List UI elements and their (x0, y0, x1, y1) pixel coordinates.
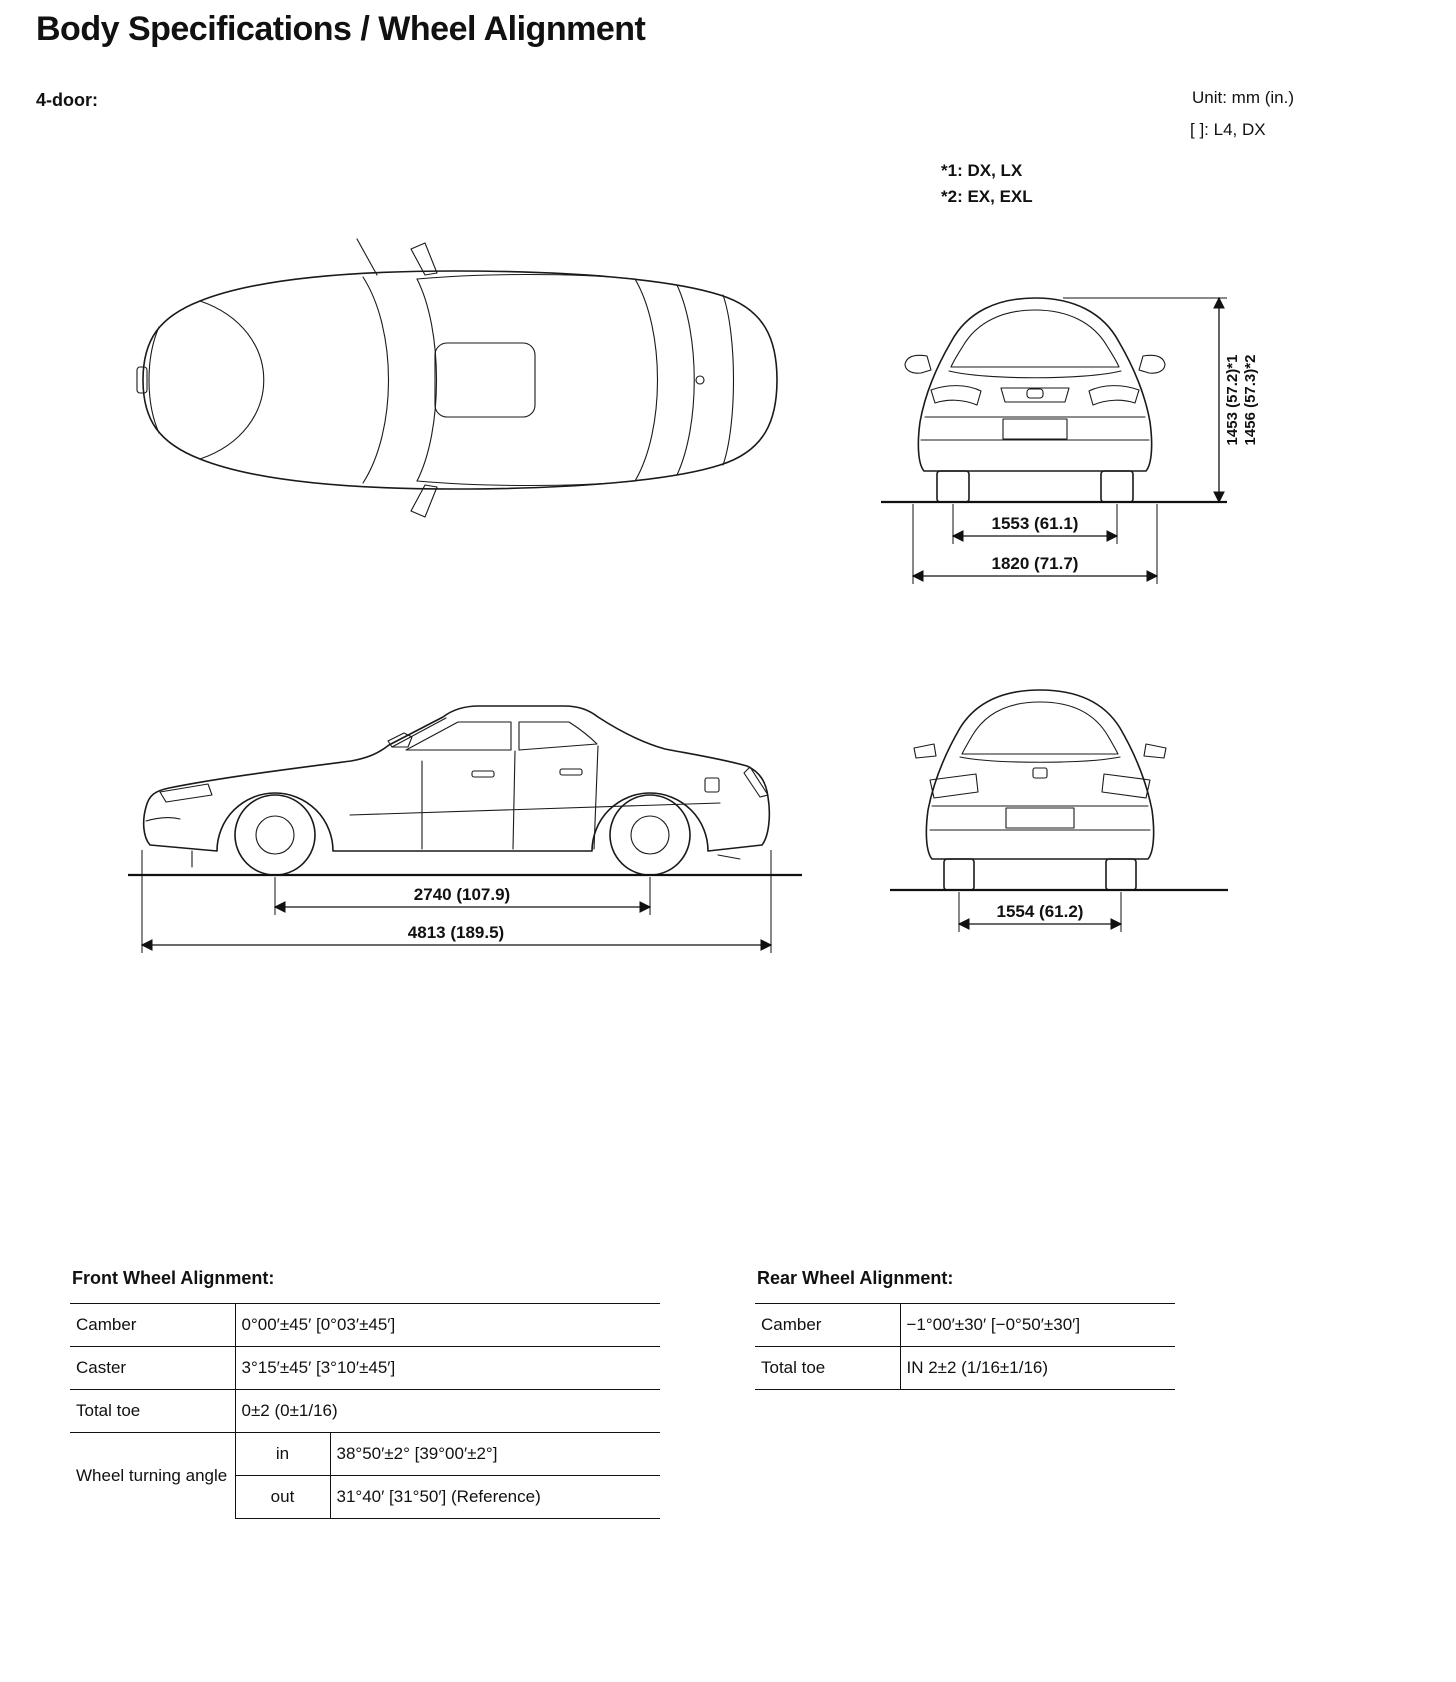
left-mirror (905, 355, 931, 373)
unit-label: Unit: mm (in.) (1192, 88, 1294, 107)
left-wheel (944, 859, 974, 890)
right-mirror (1144, 744, 1166, 758)
rear-total-toe-value: IN 2±2 (1/16±1/16) (900, 1347, 1175, 1390)
trim-note-2: *2: EX, EXL (941, 187, 1033, 206)
rear-total-toe-label: Total toe (755, 1347, 900, 1390)
headlight (160, 784, 212, 802)
trim-note-1: *1: DX, LX (941, 161, 1023, 180)
overall-height-ex-exl-label: 1456 (57.3)*2 (1242, 354, 1259, 446)
table-row (70, 1390, 660, 1433)
wheelbase-label: 2740 (107.9) (413, 885, 511, 904)
car-front-view (881, 298, 1227, 502)
wheel-turning-angle-label: Wheel turning angle (70, 1433, 235, 1519)
fuel-door (705, 778, 719, 792)
front-door-handle (472, 771, 494, 777)
left-mirror (914, 744, 936, 758)
antenna (357, 239, 377, 275)
front-dimensions (913, 298, 1259, 584)
right-mirror (411, 485, 437, 517)
right-wheel (1106, 859, 1136, 890)
front-total-toe-label: Total toe (70, 1390, 235, 1433)
rear-door-window (519, 722, 597, 750)
overall-height-dx-lx-label: 1453 (57.2)*1 (1224, 354, 1241, 446)
front-camber-label: Camber (70, 1304, 235, 1347)
car-side-view (128, 706, 802, 875)
front-caster-value: 3°15′±45′ [3°10′±45′] (235, 1347, 660, 1390)
left-wheel (937, 471, 969, 502)
front-wheel (235, 795, 315, 875)
front-total-toe-value: 0±2 (0±1/16) (235, 1390, 660, 1433)
front-alignment-section (70, 1268, 660, 1519)
table-row (755, 1347, 1175, 1390)
grille (1001, 388, 1069, 402)
page-title: Body Specifications / Wheel Alignment (36, 10, 646, 48)
front-camber-value: 0°00′±45′ [0°03′±45′] (235, 1304, 660, 1347)
table-row (70, 1433, 660, 1476)
front-door-window (406, 722, 511, 750)
bracket-legend: [ ]: L4, DX (1190, 120, 1266, 139)
turning-in-label: in (235, 1433, 330, 1476)
rear-alignment-title: Rear Wheel Alignment: (757, 1268, 954, 1288)
rear-wheel (610, 795, 690, 875)
rear-door-handle (560, 769, 582, 775)
right-headlight (1089, 386, 1139, 405)
rear-dimensions (959, 892, 1121, 932)
car-front-view-diagram (875, 272, 1295, 607)
car-top-view-diagram (125, 235, 795, 525)
front-alignment-table (70, 1303, 660, 1519)
left-mirror (411, 243, 437, 275)
rear-alignment-table (755, 1303, 1175, 1390)
front-alignment-title: Front Wheel Alignment: (72, 1268, 275, 1288)
car-side-view-diagram (120, 645, 810, 975)
overall-width-label: 1820 (71.7) (991, 554, 1079, 573)
car-rear-view (890, 690, 1228, 890)
rear-camber-value: −1°00′±30′ [−0°50′±30′] (900, 1304, 1175, 1347)
body-style-label: 4-door: (36, 90, 98, 110)
license-plate-recess (1006, 808, 1074, 828)
right-mirror (1139, 355, 1165, 373)
table-row (755, 1304, 1175, 1347)
rear-camber-label: Camber (755, 1304, 900, 1347)
sunroof (435, 343, 535, 417)
rear-track-label: 1554 (61.2) (996, 902, 1084, 921)
table-row (70, 1347, 660, 1390)
front-caster-label: Caster (70, 1347, 235, 1390)
front-track-label: 1553 (61.1) (991, 514, 1079, 533)
left-headlight (931, 386, 981, 405)
turning-out-label: out (235, 1476, 330, 1519)
overall-length-label: 4813 (189.5) (407, 923, 505, 942)
car-rear-view-diagram (880, 660, 1260, 970)
table-row (70, 1304, 660, 1347)
turning-out-value: 31°40′ [31°50′] (Reference) (330, 1476, 660, 1519)
turning-in-value: 38°50′±2° [39°00′±2°] (330, 1433, 660, 1476)
right-wheel (1101, 471, 1133, 502)
rear-alignment-section (755, 1268, 1175, 1390)
car-top-view (137, 239, 777, 517)
